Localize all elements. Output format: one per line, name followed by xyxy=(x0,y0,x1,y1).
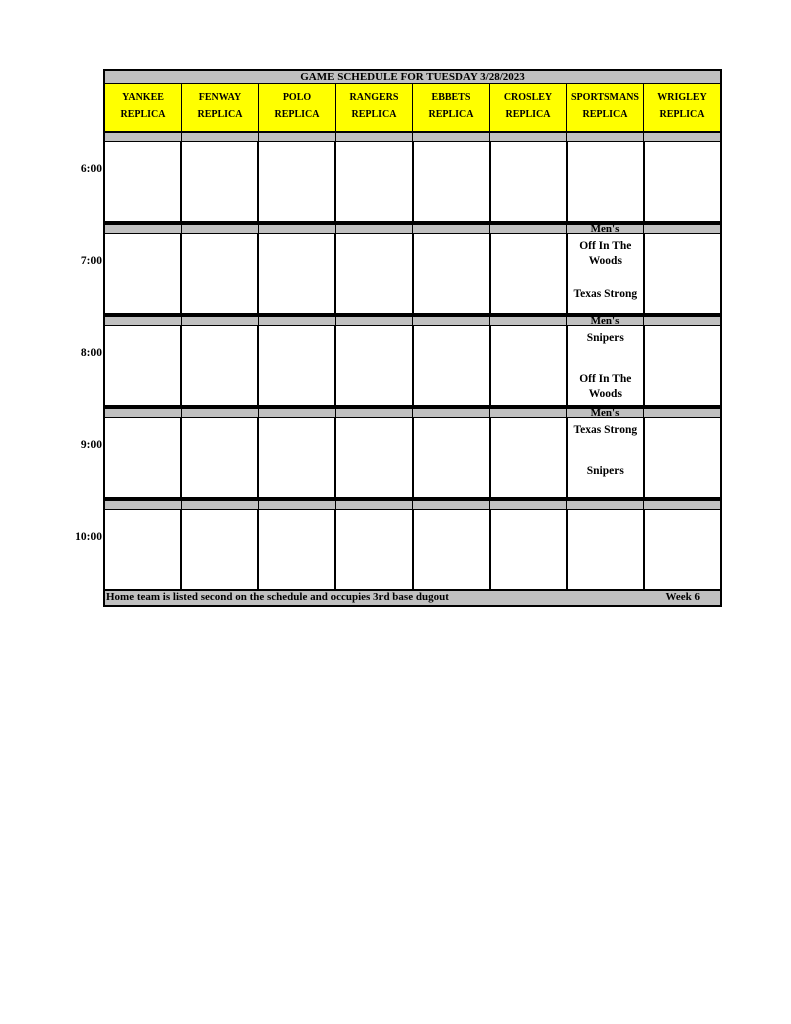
field-type: REPLICA xyxy=(197,109,243,120)
division-label xyxy=(644,317,720,325)
division-label xyxy=(105,409,182,417)
division-label xyxy=(644,501,720,509)
schedule-cell xyxy=(259,234,336,313)
schedule-cell xyxy=(645,418,720,497)
schedule-cell xyxy=(568,234,645,313)
field-name: WRIGLEY xyxy=(657,92,707,103)
away-team: Snipers xyxy=(586,332,624,344)
slot-divider xyxy=(103,407,722,418)
field-header-ebbets xyxy=(413,84,490,131)
time-slot-row xyxy=(80,234,722,315)
schedule-cell xyxy=(414,142,491,221)
division-label xyxy=(490,317,567,325)
division-label: Men's xyxy=(567,409,644,417)
time-slot-row xyxy=(80,418,722,499)
schedule-cell xyxy=(105,142,182,221)
division-label xyxy=(336,409,413,417)
division-label: Men's xyxy=(567,225,644,233)
division-label xyxy=(182,501,259,509)
game-matchup xyxy=(568,331,643,402)
field-header-rangers xyxy=(336,84,413,131)
schedule-sheet xyxy=(75,69,722,607)
field-header-wrigley xyxy=(644,84,720,131)
field-type: REPLICA xyxy=(505,109,551,120)
schedule-cell xyxy=(259,418,336,497)
schedule-cell xyxy=(414,510,491,589)
field-type: REPLICA xyxy=(428,109,474,120)
division-label xyxy=(644,409,720,417)
division-label xyxy=(259,317,336,325)
division-label xyxy=(567,501,644,509)
schedule-cell xyxy=(105,418,182,497)
schedule-title: GAME SCHEDULE FOR TUESDAY 3/28/2023 xyxy=(103,69,722,84)
schedule-cell xyxy=(105,326,182,405)
time-label: 6:00 xyxy=(80,163,102,175)
schedule-cell xyxy=(336,234,413,313)
division-label xyxy=(105,133,182,141)
schedule-footer xyxy=(103,591,722,607)
schedule-cell xyxy=(414,234,491,313)
schedule-cell xyxy=(105,510,182,589)
home-team: Off In The Woods xyxy=(579,373,632,400)
schedule-cell xyxy=(182,142,259,221)
time-label: 9:00 xyxy=(80,439,102,451)
division-label xyxy=(259,501,336,509)
away-team: Off In The Woods xyxy=(579,240,632,267)
schedule-cell xyxy=(645,326,720,405)
schedule-cell xyxy=(568,326,645,405)
slot-divider xyxy=(103,315,722,326)
schedule-cell xyxy=(645,234,720,313)
week-label: Week 6 xyxy=(665,591,700,603)
schedule-cell xyxy=(568,142,645,221)
division-label xyxy=(413,317,490,325)
division-label xyxy=(644,225,720,233)
time-label: 7:00 xyxy=(80,255,102,267)
field-header-polo xyxy=(259,84,336,131)
division-label xyxy=(182,133,259,141)
field-name: YANKEE xyxy=(122,92,164,103)
field-name: RANGERS xyxy=(349,92,399,103)
field-header-fenway xyxy=(182,84,259,131)
division-label xyxy=(567,133,644,141)
division-label xyxy=(259,133,336,141)
division-label xyxy=(105,317,182,325)
schedule-cell xyxy=(259,510,336,589)
division-label xyxy=(336,501,413,509)
schedule-cell xyxy=(414,418,491,497)
field-name: CROSLEY xyxy=(503,92,553,103)
time-label: 10:00 xyxy=(75,531,102,543)
division-label xyxy=(413,501,490,509)
field-name: POLO xyxy=(282,92,312,103)
division-label xyxy=(182,225,259,233)
time-slot-row xyxy=(80,142,722,223)
slot-divider xyxy=(103,223,722,234)
field-header-yankee xyxy=(105,84,182,131)
game-matchup xyxy=(568,423,643,479)
division-label xyxy=(644,133,720,141)
schedule-cell xyxy=(182,510,259,589)
away-team: Texas Strong xyxy=(573,424,638,436)
division-label xyxy=(413,133,490,141)
field-type: REPLICA xyxy=(582,109,628,120)
time-slots xyxy=(75,131,722,591)
division-label xyxy=(413,225,490,233)
schedule-cell xyxy=(414,326,491,405)
schedule-cell xyxy=(105,234,182,313)
schedule-cell xyxy=(491,510,568,589)
schedule-cell xyxy=(491,142,568,221)
field-type: REPLICA xyxy=(274,109,320,120)
division-label xyxy=(490,133,567,141)
schedule-cell xyxy=(259,326,336,405)
footer-note: Home team is listed second on the schedule and occupies 3rd base dugout xyxy=(106,591,449,603)
field-type: REPLICA xyxy=(120,109,166,120)
schedule-cell xyxy=(568,510,645,589)
schedule-cell xyxy=(336,326,413,405)
time-slot-row xyxy=(75,510,722,591)
division-label xyxy=(490,225,567,233)
division-label xyxy=(105,225,182,233)
field-type: REPLICA xyxy=(351,109,397,120)
division-label xyxy=(336,317,413,325)
division-label xyxy=(413,409,490,417)
schedule-cell xyxy=(491,326,568,405)
field-type: REPLICA xyxy=(659,109,705,120)
schedule-cell xyxy=(336,510,413,589)
time-label: 8:00 xyxy=(80,347,102,359)
field-header-sportsmans xyxy=(567,84,644,131)
slot-divider xyxy=(103,499,722,510)
schedule-cell xyxy=(491,234,568,313)
schedule-cell xyxy=(259,142,336,221)
division-label xyxy=(105,501,182,509)
time-slot-row xyxy=(80,326,722,407)
schedule-cell xyxy=(182,234,259,313)
home-team: Texas Strong xyxy=(573,288,638,300)
schedule-cell xyxy=(336,418,413,497)
division-label xyxy=(336,133,413,141)
schedule-cell xyxy=(336,142,413,221)
division-label xyxy=(259,225,336,233)
schedule-cell xyxy=(182,418,259,497)
home-team: Snipers xyxy=(586,465,624,477)
slot-divider xyxy=(103,131,722,142)
division-label xyxy=(182,317,259,325)
schedule-cell xyxy=(645,142,720,221)
schedule-cell xyxy=(182,326,259,405)
field-header-row xyxy=(103,84,722,131)
schedule-cell xyxy=(568,418,645,497)
division-label xyxy=(182,409,259,417)
field-name: SPORTSMANS xyxy=(571,92,639,103)
schedule-cell xyxy=(491,418,568,497)
field-name: EBBETS xyxy=(431,92,471,103)
field-name: FENWAY xyxy=(198,92,242,103)
schedule-cell xyxy=(645,510,720,589)
division-label xyxy=(336,225,413,233)
division-label xyxy=(259,409,336,417)
division-label xyxy=(490,409,567,417)
game-matchup xyxy=(568,239,643,302)
division-label: Men's xyxy=(567,317,644,325)
field-header-crosley xyxy=(490,84,567,131)
division-label xyxy=(490,501,567,509)
